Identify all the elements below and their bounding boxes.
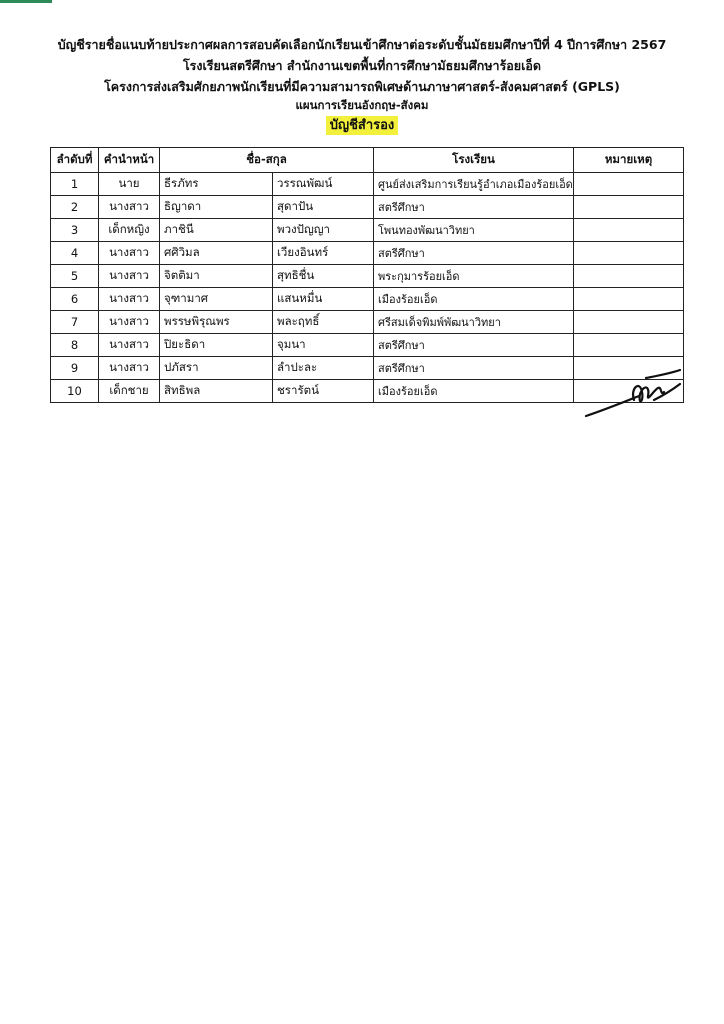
cell-last-name: พวงปัญญา bbox=[273, 219, 374, 242]
cell-order: 7 bbox=[51, 311, 99, 334]
document-header bbox=[40, 34, 684, 135]
column-header-school: โรงเรียน bbox=[374, 148, 574, 173]
cell-school: พระกุมารร้อยเอ็ด bbox=[374, 265, 574, 288]
cell-school: ศรีสมเด็จพิมพ์พัฒนาวิทยา bbox=[374, 311, 574, 334]
cell-remark bbox=[574, 288, 684, 311]
table-row bbox=[51, 196, 684, 219]
cell-order: 3 bbox=[51, 219, 99, 242]
cell-remark bbox=[574, 242, 684, 265]
cell-school: เมืองร้อยเอ็ด bbox=[374, 288, 574, 311]
cell-school: สตรีศึกษา bbox=[374, 242, 574, 265]
cell-title: เด็กชาย bbox=[99, 380, 160, 403]
cell-title: นางสาว bbox=[99, 288, 160, 311]
cell-last-name: พละฤทธิ์ bbox=[273, 311, 374, 334]
cell-last-name: สุดาปัน bbox=[273, 196, 374, 219]
handwritten-signature bbox=[584, 366, 684, 420]
cell-title: เด็กหญิง bbox=[99, 219, 160, 242]
header-line-program: โครงการส่งเสริมศักยภาพนักเรียนที่มีความสามารถพิเศษด้านภาษาศาสตร์-สังคมศาสตร์ (GPLS) bbox=[104, 79, 620, 94]
cell-last-name: สุทธิชื่น bbox=[273, 265, 374, 288]
cell-last-name: แสนหมื่น bbox=[273, 288, 374, 311]
cell-school: โพนทองพัฒนาวิทยา bbox=[374, 219, 574, 242]
cell-order: 4 bbox=[51, 242, 99, 265]
cell-remark bbox=[574, 265, 684, 288]
cell-first-name: ปภัสรา bbox=[160, 357, 273, 380]
cell-remark bbox=[574, 196, 684, 219]
cell-last-name: เวียงอินทร์ bbox=[273, 242, 374, 265]
column-header-title: คำนำหน้า bbox=[99, 148, 160, 173]
cell-first-name: จุฑามาศ bbox=[160, 288, 273, 311]
cell-school: เมืองร้อยเอ็ด bbox=[374, 380, 574, 403]
cell-title: นางสาว bbox=[99, 196, 160, 219]
cell-title: นางสาว bbox=[99, 311, 160, 334]
list-label-reserve: บัญชีสำรอง bbox=[326, 116, 399, 135]
cell-last-name: ชรารัตน์ bbox=[273, 380, 374, 403]
table-row bbox=[51, 173, 684, 196]
list-label-wrap bbox=[40, 114, 684, 135]
cell-school: ศูนย์ส่งเสริมการเรียนรู้อำเภอเมืองร้อยเอ็ด bbox=[374, 173, 574, 196]
cell-first-name: ศศิวิมล bbox=[160, 242, 273, 265]
table-row bbox=[51, 265, 684, 288]
reserve-list-table bbox=[50, 147, 684, 403]
cell-remark bbox=[574, 334, 684, 357]
cell-title: นางสาว bbox=[99, 357, 160, 380]
cell-last-name: ลำปะละ bbox=[273, 357, 374, 380]
cell-order: 9 bbox=[51, 357, 99, 380]
header-line-study-plan: แผนการเรียนอังกฤษ-สังคม bbox=[295, 98, 429, 112]
cell-order: 2 bbox=[51, 196, 99, 219]
cell-last-name: วรรณพัฒน์ bbox=[273, 173, 374, 196]
cell-remark bbox=[574, 173, 684, 196]
table-row bbox=[51, 311, 684, 334]
header-line-school: โรงเรียนสตรีศึกษา สำนักงานเขตพื้นที่การศึกษามัธยมศึกษาร้อยเอ็ด bbox=[182, 58, 542, 73]
cell-school: สตรีศึกษา bbox=[374, 196, 574, 219]
cell-title: นาย bbox=[99, 173, 160, 196]
cell-first-name: ธิญาดา bbox=[160, 196, 273, 219]
corner-color-mark bbox=[0, 0, 52, 3]
table-row bbox=[51, 219, 684, 242]
cell-remark bbox=[574, 219, 684, 242]
table-header-row bbox=[51, 148, 684, 173]
cell-title: นางสาว bbox=[99, 334, 160, 357]
cell-order: 10 bbox=[51, 380, 99, 403]
cell-first-name: ปิยะธิดา bbox=[160, 334, 273, 357]
cell-order: 6 bbox=[51, 288, 99, 311]
cell-last-name: จุมนา bbox=[273, 334, 374, 357]
cell-remark bbox=[574, 311, 684, 334]
column-header-remark: หมายเหตุ bbox=[574, 148, 684, 173]
cell-first-name: สิทธิพล bbox=[160, 380, 273, 403]
column-header-order: ลำดับที่ bbox=[51, 148, 99, 173]
header-line-announcement: บัญชีรายชื่อแนบท้ายประกาศผลการสอบคัดเลือกนักเรียนเข้าศึกษาต่อระดับชั้นมัธยมศึกษาปีที่ 4 ปีการศึกษา 2567 bbox=[57, 37, 667, 52]
cell-order: 8 bbox=[51, 334, 99, 357]
cell-school: สตรีศึกษา bbox=[374, 334, 574, 357]
table-row bbox=[51, 242, 684, 265]
table-row bbox=[51, 334, 684, 357]
cell-first-name: ภาชินี bbox=[160, 219, 273, 242]
table-row bbox=[51, 288, 684, 311]
cell-school: สตรีศึกษา bbox=[374, 357, 574, 380]
cell-order: 1 bbox=[51, 173, 99, 196]
cell-first-name: จิตติมา bbox=[160, 265, 273, 288]
cell-first-name: พรรษพิรุณพร bbox=[160, 311, 273, 334]
cell-title: นางสาว bbox=[99, 242, 160, 265]
column-header-name: ชื่อ-สกุล bbox=[160, 148, 374, 173]
cell-order: 5 bbox=[51, 265, 99, 288]
cell-title: นางสาว bbox=[99, 265, 160, 288]
cell-first-name: ธีรภัทร bbox=[160, 173, 273, 196]
